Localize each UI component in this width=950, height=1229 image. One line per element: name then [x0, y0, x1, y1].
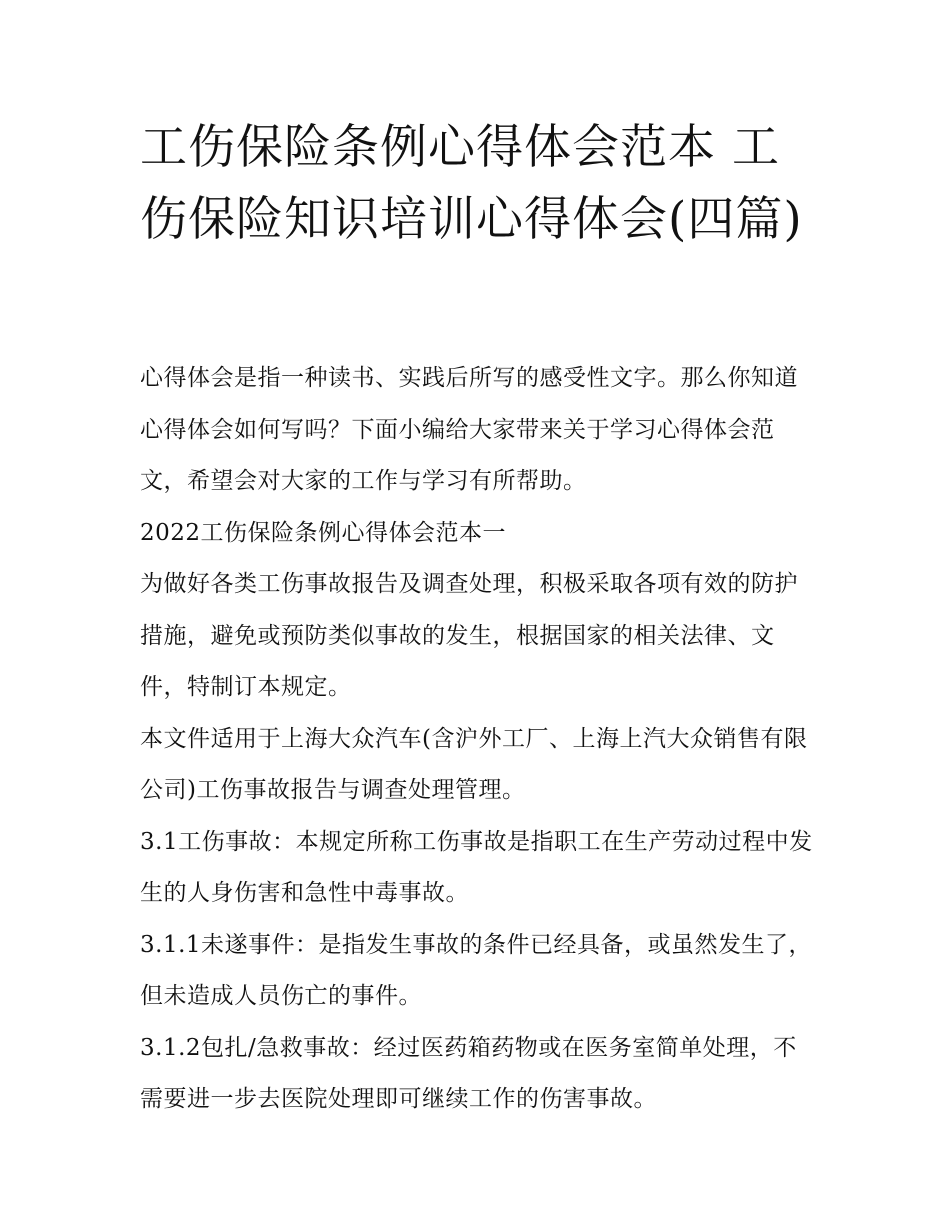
definition-paragraph: 3.1工伤事故：本规定所称工伤事故是指职工在生产劳动过程中发生的人身伤害和急性中毒事故。	[140, 828, 813, 906]
document-title: 工伤保险条例心得体会范本 工伤保险知识培训心得体会(四篇)	[140, 120, 803, 247]
document-body	[140, 353, 820, 1126]
scope-paragraph: 本文件适用于上海大众汽车(含沪外工厂、上海上汽大众销售有限公司)工伤事故报告与调查处理管理。	[140, 725, 808, 803]
intro-paragraph: 心得体会是指一种读书、实践后所写的感受性文字。那么你知道心得体会如何写吗？下面小编给大家带来关于学习心得体会范文，希望会对大家的工作与学习有所帮助。	[140, 365, 798, 494]
section-heading: 2022工伤保险条例心得体会范本一	[140, 519, 507, 546]
first-aid-paragraph: 3.1.2包扎/急救事故：经过医药箱药物或在医务室简单处理，不需要进一步去医院处理即可继续工作的伤害事故。	[140, 1034, 797, 1112]
near-miss-paragraph: 3.1.1未遂事件：是指发生事故的条件已经具备，或虽然发生了，但未造成人员伤亡的事件。	[140, 931, 813, 1009]
purpose-paragraph: 为做好各类工伤事故报告及调查处理，积极采取各项有效的防护措施，避免或预防类似事故的发生，根据国家的相关法律、文件，特制订本规定。	[140, 571, 798, 700]
